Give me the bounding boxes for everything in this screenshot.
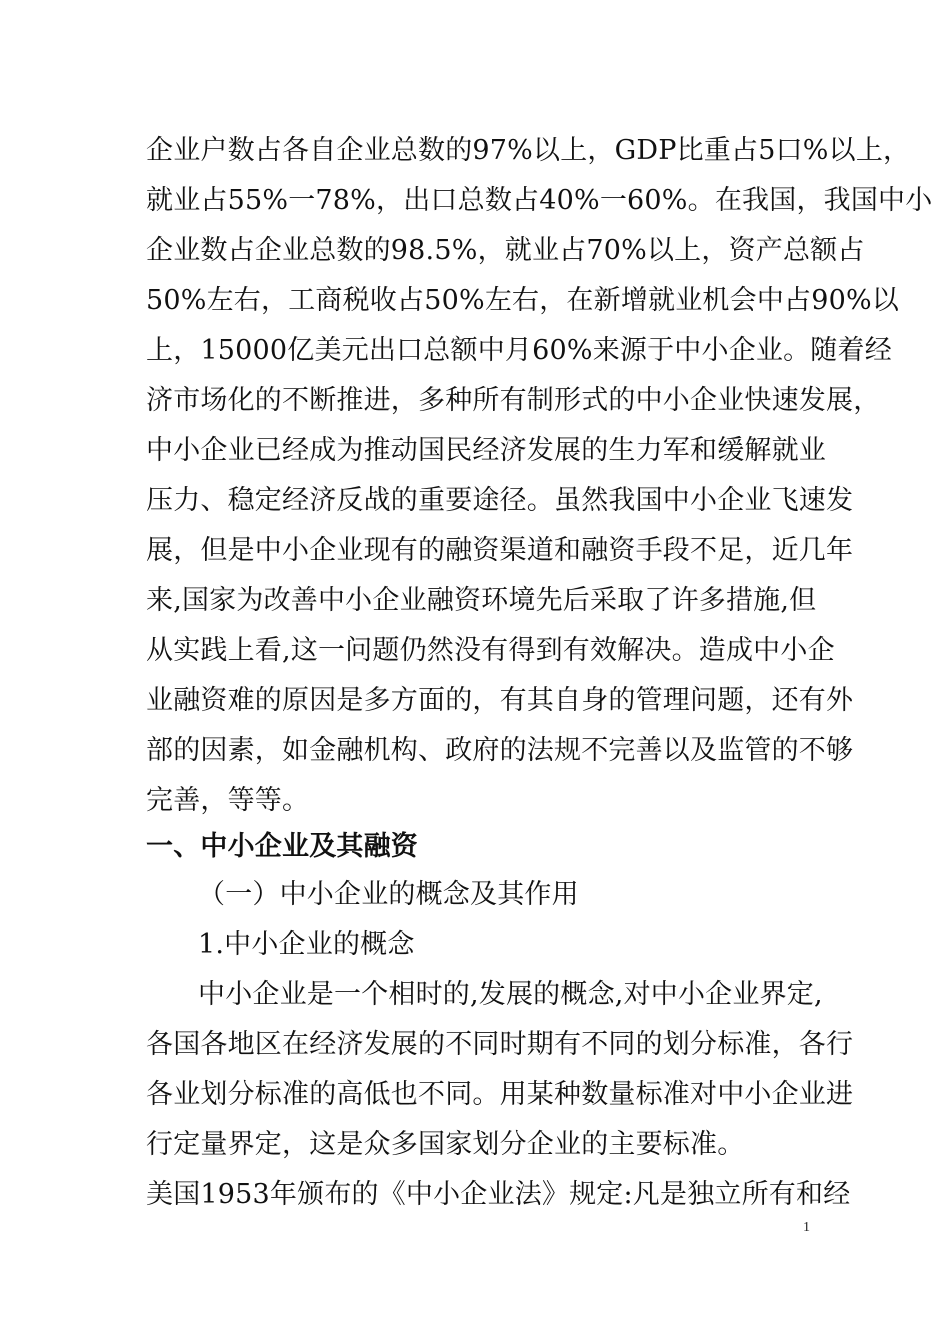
body-text-line: 部的因素，如金融机构、政府的法规不完善以及监管的不够 — [146, 735, 854, 766]
page-number: 1 — [803, 1220, 810, 1235]
body-text-line: 业融资难的原因是多方面的，有其自身的管理问题，还有外 — [146, 685, 854, 716]
body-text-line: 中小企业是一个相时的,发展的概念,对中小企业界定, — [198, 979, 823, 1010]
body-text-line: 完善，等等。 — [146, 785, 310, 816]
body-text-line: 中小企业已经成为推动国民经济发展的生力军和缓解就业 — [146, 435, 826, 466]
body-text-line: 从实践上看,这一问题仍然没有得到有效解决。造成中小企 — [146, 635, 835, 666]
body-text-line: 企业户数占各自企业总数的97%以上，GDP比重占5口%以上， — [146, 135, 911, 166]
body-text-line: 来,国家为改善中小企业融资环境先后采取了许多措施,但 — [146, 585, 817, 616]
body-text-line: 就业占55%一78%，出口总数占40%一60%。在我国，我国中小 — [146, 185, 933, 216]
body-text-line: 压力、稳定经济反战的重要途径。虽然我国中小企业飞速发 — [146, 485, 854, 516]
body-text-line: 上，15000亿美元出口总额中月60%来源于中小企业。随着经 — [146, 335, 892, 366]
body-text-line: 行定量界定，这是众多国家划分企业的主要标准。 — [146, 1129, 745, 1160]
body-text-line: 展，但是中小企业现有的融资渠道和融资手段不足，近几年 — [146, 535, 854, 566]
body-text-line: 50%左右，工商税收占50%左右，在新增就业机会中占90%以 — [146, 285, 900, 316]
body-text-line: 美国1953年颁布的《中小企业法》规定:凡是独立所有和经 — [146, 1179, 851, 1210]
body-text-line: 各业划分标准的高低也不同。用某种数量标准对中小企业进 — [146, 1079, 854, 1110]
subsubsection-heading: 1.中小企业的概念 — [198, 929, 415, 960]
body-text-line: 企业数占企业总数的98.5%，就业占70%以上，资产总额占 — [146, 235, 865, 266]
body-text-line: 济市场化的不断推进，多种所有制形式的中小企业快速发展， — [146, 385, 881, 416]
section-heading: 一、中小企业及其融资 — [146, 831, 418, 862]
body-text-line: 各国各地区在经济发展的不同时期有不同的划分标准，各行 — [146, 1029, 854, 1060]
subsection-heading: （一）中小企业的概念及其作用 — [198, 879, 579, 910]
